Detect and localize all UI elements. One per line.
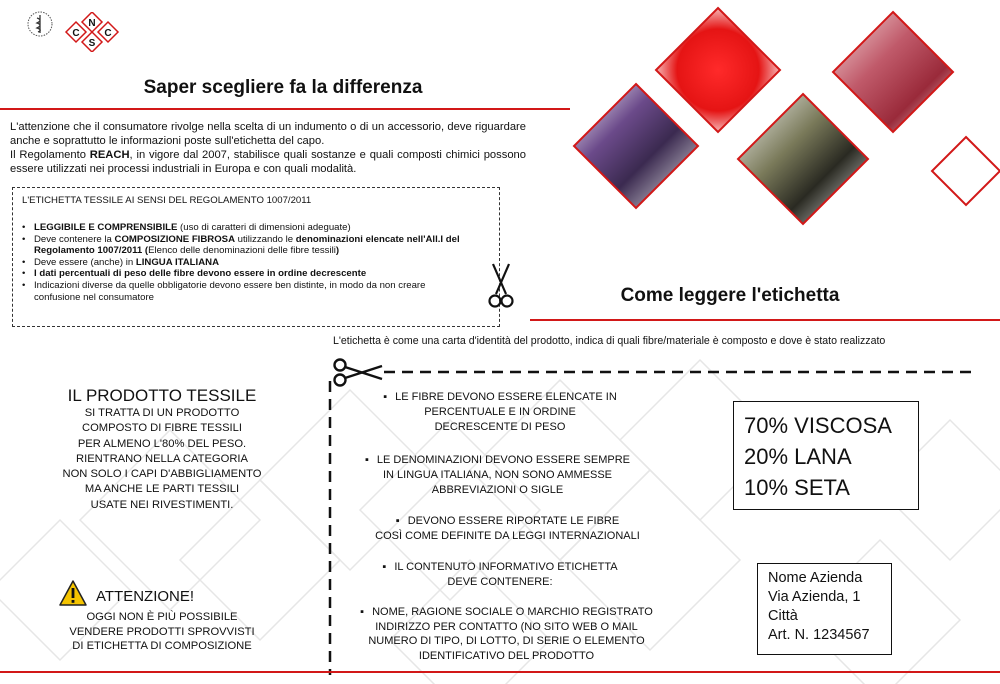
requirement-bold: LEGGIBILE E COMPRENSIBILE [34,222,178,233]
cnsc-logo [56,12,130,52]
rule-line [334,605,679,620]
requirement-text: Indicazioni diverse da quelle obbligatorie devono essere ben distinte, in modo da non creare confusione nel consumatore [34,279,426,303]
requirement-text: Deve essere (anche) in [34,256,136,268]
section-subtitle: L'etichetta è come una carta d'identità del prodotto, indica di quali fibre/materiale è composto e dove è stato realizzato [333,335,886,347]
requirement-item [22,234,492,257]
requirement-text: (uso di caratteri di dimensioni adeguate) [177,222,351,233]
title-underline [0,108,570,110]
company-label-example [757,563,892,655]
company-line: Nome Azienda [768,570,863,586]
printed-fabric-photo [574,84,698,208]
intro-paragraph-2a: Il Regolamento [10,149,90,161]
prodotto-line: COMPOSTO DI FIBRE TESSILI [82,422,242,435]
rule-item [350,390,650,435]
requirement-bold: I dati percentuali di peso delle fibre devono essere in ordine decrescente [34,268,367,280]
red-fabric-photo [656,8,780,132]
bullet-icon: ▪ [382,561,387,573]
tweed-fabric-photo [738,94,868,224]
patterned-scarves-photo [833,12,953,132]
rule-line: COSÌ COME DEFINITE DA LEGGI INTERNAZIONALI [375,530,640,542]
rule-line: IDENTIFICATIVO DEL PRODOTTO [418,649,595,662]
intro-paragraph-1: L'attenzione che il consumatore rivolge nella scelta di un indumento o di un accessorio, deve riguardare anche e soprattutto le informazioni poste sull'etichetta del capo. [10,121,526,147]
prodotto-line: RIENTRANO NELLA CATEGORIA [76,452,248,465]
rule-text: IL CONTENUTO INFORMATIVO ETICHETTA [394,561,618,573]
requirement-text: utilizzando le [235,233,296,245]
prodotto-line: USATE NEI RIVESTIMENTI. [90,498,234,511]
cnsc-letter: N [88,18,96,29]
rule-item [335,453,660,498]
prodotto-title: IL PRODOTTO TESSILE [67,386,257,405]
attenzione-line: VENDERE PRODOTTI SPROVVISTI [69,625,255,638]
requirement-item [22,268,492,280]
requirement-item [22,280,492,303]
rule-line: NUMERO DI TIPO, DI LOTTO, DI SERIE O ELEMENTO [368,635,645,647]
bottom-rule [0,671,1000,673]
requirement-text: Elenco delle denominazioni delle fibre tessili [148,245,336,257]
rule-text: NOME, RAGIONE SOCIALE O MARCHIO REGISTRATO [372,606,653,618]
rule-line [340,514,675,529]
box-title: L'ETICHETTA TESSILE AI SENSI DEL REGOLAMENTO 1007/2011 [22,195,312,206]
rule-line: PERCENTUALE E IN ORDINE [424,406,576,418]
cnsc-letter: C [104,28,112,39]
rule-line: DECRESCENTE DI PESO [434,421,566,433]
composition-line: 20% LANA [744,444,852,469]
requirement-item [22,257,492,269]
requirement-bold: denominazioni elencate nell'All.I del Regolamento 1007/2011 ( [34,233,460,257]
rule-item [334,605,679,663]
attenzione-title: ATTENZIONE! [96,588,195,605]
bullet-icon: ▪ [365,454,369,466]
company-line: Via Azienda, 1 [768,589,861,605]
composition-line: 10% SETA [744,475,850,500]
rule-line: IN LINGUA ITALIANA, NON SONO AMMESSE [382,469,612,481]
prodotto-line: PER ALMENO L'80% DEL PESO. [77,437,247,450]
attenzione-text [34,610,290,654]
intro-text [10,120,526,176]
rule-text: LE DENOMINAZIONI DEVONO ESSERE SEMPRE [376,454,630,466]
fabric-collage [568,2,1000,252]
empty-diamond-outline [932,137,1000,205]
rule-line [335,453,660,468]
rule-text: DEVONO ESSERE RIPORTATE LE FIBRE [407,515,620,527]
requirement-item [22,222,492,234]
bullet-icon: ▪ [383,391,388,403]
requirement-bold: ) [335,245,340,257]
rule-item [340,514,675,544]
company-line: Città [768,608,798,624]
requirement-bold: COMPOSIZIONE FIBROSA [114,233,235,245]
prodotto-line: SI TRATTA DI UN PRODOTTO [84,407,240,419]
cnsc-letter: C [72,28,80,39]
rule-line: ABBREVIAZIONI O SIGLE [431,484,564,496]
composition-line: 70% VISCOSA [744,413,892,438]
requirement-text: Deve contenere la [34,233,115,245]
bullet-icon: ▪ [395,515,400,527]
cnsc-letter: S [88,38,96,49]
section-title-underline [530,319,1000,321]
prodotto-line: NON SOLO I CAPI D'ABBIGLIAMENTO [62,468,262,481]
page-title: Saper scegliere fa la differenza [143,77,423,98]
rule-text: LE FIBRE DEVONO ESSERE ELENCATE IN [395,391,617,403]
requirement-bold: LINGUA ITALIANA [135,256,219,268]
bullet-icon: ▪ [360,606,365,618]
intro-paragraph-2b: , in vigore dal 2007, stabilisce quali sostanze e quali composti chimici possono essere utilizzati nei processi industriali in Europa e con quali modalità. [10,149,527,175]
attenzione-line: DI ETICHETTA DI COMPOSIZIONE [72,640,252,652]
prodotto-line: MA ANCHE LE PARTI TESSILI [84,483,240,496]
rule-line [350,560,650,575]
rule-item [350,560,650,590]
requirements-list [22,222,492,303]
institute-seal-icon [26,10,54,38]
reach-keyword: REACH [89,149,130,161]
rule-line: INDIRIZZO PER CONTATTO (NO SITO WEB O MAIL [375,620,638,633]
rule-line: DEVE CONTENERE: [447,576,553,588]
attenzione-line: OGGI NON È PIÙ POSSIBILE [86,611,238,623]
composition-label-example [733,401,919,510]
scissors-icon [488,262,514,310]
warning-icon [58,579,88,607]
scissors-large-icon [335,360,383,386]
prodotto-description [30,406,294,513]
company-line: Art. N. 1234567 [768,627,870,643]
rule-line [350,390,650,405]
section-title: Come leggere l'etichetta [620,285,840,306]
